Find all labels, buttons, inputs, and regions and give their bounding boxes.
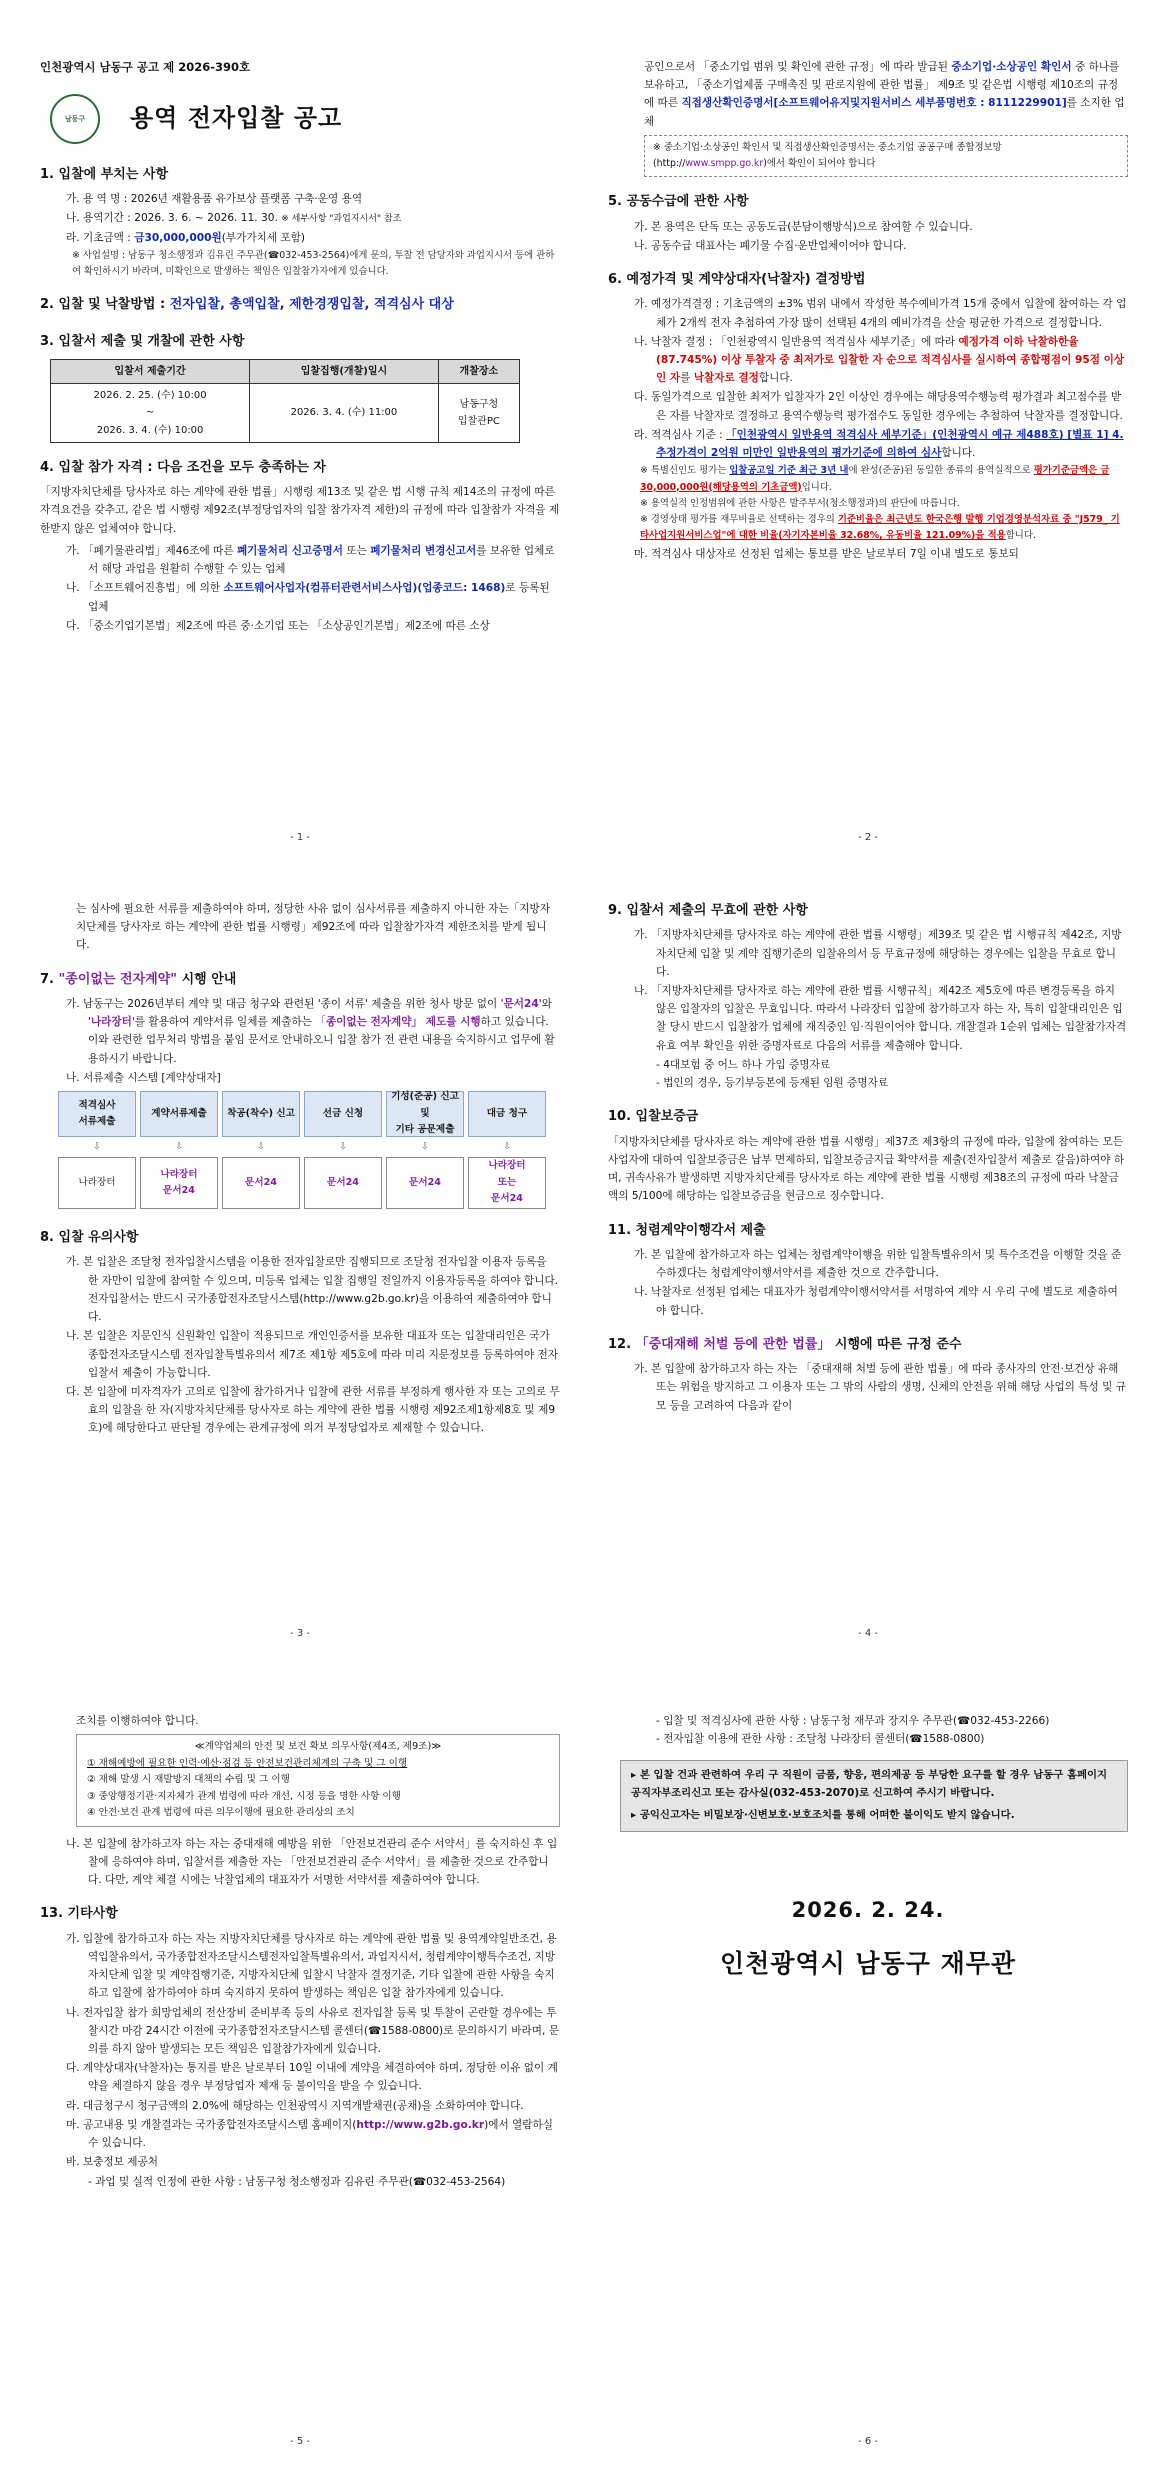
page-1 [40,58,560,636]
page-4 [608,900,1128,1416]
flow-system: 문서24 [304,1157,382,1209]
page-number: - 3 - [290,1628,310,1639]
page-number: - 6 - [858,2436,878,2447]
price-d: 라. 적격심사 기준 : 「인천광역시 일반용역 적격심사 세부기준」(인천광역시 예규 제488호) [별표 1] 4. 추정가격이 2억원 미만인 일반용역의 평가기준에 의하여 심사합니다. [634,428,1124,460]
section-4-title: 4. 입찰 참가 자격 : 다음 조건을 모두 충족하는 자 [40,459,326,475]
note-range: ※ 용역실적 인정범위에 관한 사항은 발주부서(청소행정과)의 판단에 따릅니다. [640,497,960,509]
page-5 [40,1712,560,2191]
econtract-b: 나. 서류제출 시스템 [계약상대자] [66,1071,221,1084]
note-special: ※ 특별신인도 평가는 입찰공고일 기준 최근 3년 내에 완성(준공)된 동일한 종류의 용역실적으로 평가기준금액은 금30,000,000원(해당용역의 기초금액)입니다. [640,465,1110,493]
section-1-body [40,190,560,280]
notice-date: 2026. 2. 24. [791,1898,945,1923]
flow-step-box: 착공(착수) 신고 [222,1091,300,1137]
contact-1: - 과업 및 실적 인정에 관한 사항 : 남동구청 청소행정과 김유린 주무관(☎032-453-2564) [88,2175,506,2188]
section-9-title: 9. 입찰서 제출의 무효에 관한 사항 [608,903,808,918]
down-arrow-icon: ⇩ [502,1141,512,1153]
qualification-c-cont: 공인으로서 「중소기업 범위 및 확인에 관한 규정」에 따라 발급된 중소기업·소상공인 확인서 중 하나를 보유하고, 「중소기업제품 구매촉진 및 판로지원에 관한 법률」 제9조 및 같은법 시행령 제10조의 규정에 따른 직접생산확인증명서[소프트웨어유지및지원서비스 세부품명번호 : 8111229901]를 소지한 업체 [644,61,1125,128]
safety-a: 가. 본 입찰에 참가하고자 하는 자는 「중대재해 처벌 등에 관한 법률」에 따라 종사자의 안전·보건상 유해 또는 위험을 방지하고 그 이용자 또는 그 밖의 사람의 생명, 신체의 안전을 위해 해당 사업의 특성 및 규모 등을 고려하여 다음과 같이 [634,1363,1126,1412]
section-11-title: 11. 청렴계약이행각서 제출 [608,1222,766,1238]
bid-schedule-table [50,359,520,443]
notice-number: 인천광역시 남동구 공고 제 2026-390호 [40,60,251,74]
report-notice-box: ▸ 본 입찰 건과 관련하여 우리 구 직원이 금품, 향응, 편의제공 등 부당한 요구를 할 경우 남동구 홈페이지 공직자부조리신고 또는 감사실(032-453-2070)로 신고하여 주시기 바랍니다. ▸ 공익신고자는 비밀보장·신변보호·보호조치를 통해 어떠한 불이익도 받지 않습니다. [620,1760,1128,1832]
table-header: 입찰집행(개찰)일시 [250,360,439,384]
flow-system: 나라장터 또는 문서24 [468,1157,546,1209]
section-7-title: 7. "종이없는 전자계약" 시행 안내 [40,971,237,987]
qualification-b: 나. 「소프트웨어진흥법」에 의한 소프트웨어사업자(컴퓨터관련서비스사업)(업종코드: 1468)로 등록된 업체 [66,582,550,613]
section-13-title: 13. 기타사항 [40,1906,118,1922]
qualification-a: 가. 「폐기물관리법」제46조에 따른 폐기물처리 신고증명서 또는 폐기물처리 변경신고서를 보유한 업체로서 해당 과업을 원활히 수행할 수 있는 업체 [66,544,555,576]
section-8-title: 8. 입찰 유의사항 [40,1230,139,1246]
section-2-title: 2. 입찰 및 낙찰방법 : 전자입찰, 총액입찰, 제한경쟁입찰, 적격심사 대상 [40,297,454,313]
issuing-authority: 인천광역시 남동구 재무관 [719,1949,1017,1979]
qualification-c: 다. 「중소기업기본법」제2조에 따른 중·소기업 또는 「소상공인기본법」제2조에 따른 소상 [66,619,490,632]
page-6 [608,1712,1128,1985]
table-cell: 남동구청 입찰관PC [438,384,519,443]
down-arrow-icon: ⇩ [92,1141,102,1153]
flow-step-box: 계약서류제출 [140,1091,218,1137]
rules-title: ≪계약업체의 안전 및 보건 확보 의무사항(제4조, 제9조)≫ [194,1741,442,1753]
base-amount: 라. 기초금액 : 금30,000,000원(부가가치세 포함) [66,231,305,244]
safety-b: 나. 본 입찰에 참가하고자 하는 자는 중대재해 예방을 위한 「안전보건관리 준수 서약서」를 숙지하신 후 입찰에 응하여야 하며, 입찰서를 제출한 자는 「안전보건관리 준수 서약서」를 제출한 것으로 간주합니다. 다만, 계약 체결 시에는 낙찰업체의 대표자가 서명한 서약서를 제출하여야 합니다. [66,1837,558,1887]
flow-step [58,1091,136,1209]
misc-d: 라. 대금청구시 청구금액의 2.0%에 해당하는 인천광역시 지역개발채권(공채)을 소화하여야 합니다. [66,2099,524,2112]
flow-step-box: 대금 청구 [468,1091,546,1137]
flow-step [386,1091,464,1209]
flow-step [304,1091,382,1209]
integrity-a: 가. 본 입찰에 참가하고자 하는 업체는 청렴계약이행을 위한 입찰특별유의서 및 특수조건을 이행할 것을 준수하겠다는 청렴계약이행서약서를 제출한 것으로 간주합니다. [634,1248,1122,1280]
section-5-title: 5. 공동수급에 관한 사항 [608,194,749,210]
down-arrow-icon: ⇩ [174,1141,184,1153]
bid-bond-text: 「지방자치단체를 당사자로 하는 계약에 관한 법률 시행령」제37조 제3항의 규정에 따라, 입찰에 참여하는 모든 사업자에 대하여 입찰보증금은 납부 면제하되, 입찰보증금지급 확약서를 제출(전자입찰서 제출로 갈음)하여야 하며, 귀속사유가 발생하면 지방자치단체를 당사자로 하는 계약에 관한 법률 시행령 제38조의 규정에 따라 낙찰금액의 5/100에 해당하는 입찰보증금을 현금으로 징수합니다. [608,1135,1125,1203]
joint-b: 나. 공동수급 대표사는 폐기물 수집·운반업체이어야 합니다. [634,239,907,252]
down-arrow-icon: ⇩ [338,1141,348,1153]
section-6-title: 6. 예정가격 및 계약상대자(낙찰자) 결정방법 [608,272,866,288]
misc-c: 다. 계약상대자(낙찰자)는 통지를 받은 날로부터 10일 이내에 계약을 체결하여야 하며, 정당한 이유 없이 계약을 체결하지 않을 경우 부정당업자 제재 등 불이익을 받을 수 있습니다. [66,2062,558,2093]
table-header: 개찰장소 [438,360,519,384]
price-c: 다. 동일가격으로 입찰한 최저가 입찰자가 2인 이상인 경우에는 해당용역수행능력 평가결과 최고점수를 받은 자를 낙찰자로 결정하고 용역수행능력 평가점수도 동일한 경우에는 추첨하여 낙찰자를 결정합니다. [634,391,1123,422]
section-4-intro: 「지방자치단체를 당사자로 하는 계약에 관한 법률」시행령 제13조 및 같은 법 시행 규칙 제14조의 규정에 따른 자격요건을 갖추고, 같은 법 시행령 제92조(부정당업자의 입찰 참가자격 제한)의 규정에 따라 입찰참가 자격을 제한받지 않은 업체여야 합니다. [40,486,560,535]
flow-system: 나라장터 [58,1157,136,1209]
g2b-link[interactable]: http://www.g2b.go.kr [356,2118,485,2131]
flow-system: 문서24 [222,1157,300,1209]
down-arrow-icon: ⇩ [420,1141,430,1153]
service-name: 가. 용 역 명 : 2026년 재활용품 유가보상 플랫폼 구축·운영 용역 [66,193,363,206]
table-cell: 2026. 2. 25. (수) 10:00 ~ 2026. 3. 4. (수) 10:00 [51,384,250,443]
flow-step [468,1091,546,1209]
document-submission-flow [58,1091,560,1209]
flow-step-box: 기성(준공) 신고 및 기타 공문제출 [386,1091,464,1137]
caution-a: 가. 본 입찰은 조달청 전자입찰시스템을 이용한 전자입찰로만 집행되므로 조달청 전자입찰 이용자 등록을 한 자만이 입찰에 참여할 수 있으며, 미등록 업체는 입찰 집행일 전일까지 이용자등록을 하여야 합니다. 전자입찰서는 반드시 국가종합전자조달시스템(http://www.g2b.go.kr)을 이용하여 제출하여야 합니다. [66,1256,559,1324]
safety-cont: 조치를 이행하여야 합니다. [76,1715,199,1727]
caution-c: 다. 본 입찰에 미자격자가 고의로 입찰에 참가하거나 입찰에 관한 서류를 부정하게 행사한 자 또는 고의로 무효의 입찰을 한 자(지방자치단체를 당사자로 하는 계약에 관한 법률 시행령 제92조제1항제8호 및 제9호)에 해당한다고 판단될 경우에는 관계규정에 의거 부정당업자로 제재할 수 있습니다. [66,1386,560,1435]
invalid-b: 나. 「지방자치단체를 당사자로 하는 계약에 관한 법률 시행규칙」제42조 제5호에 따른 변경등록을 하지 않은 입찰자의 입찰은 무효입니다. 따라서 나라장터 입찰에 참가하고자 하는 자, 특히 입찰대리인은 입찰 당시 반드시 입찰참가 업체에 재직중인 임·직원이어야 합니다. 개찰결과 1순위 업체는 입찰참가자격 유효 여부 확인을 위한 증명자료로 다음의 서류를 제출해야 합니다. [634,985,1127,1052]
invalid-b1: - 4대보험 중 어느 하나 가입 증명자료 [656,1058,831,1071]
note-ratio: ※ 경영상태 평가를 재무비율로 선택하는 경우의 기준비율은 최근년도 한국은행 발행 기업경영분석자료 중 "J579_ 기타사업지원서비스업"에 대한 비율(자기자본비율 32.68%, 유동비율 121.09%)을 적용합니다. [640,513,1120,542]
page-number: - 2 - [858,832,878,843]
table-cell: 2026. 3. 4. (수) 11:00 [250,384,439,443]
down-arrow-icon: ⇩ [256,1141,266,1153]
integrity-b: 나. 낙찰자로 선정된 업체는 대표자가 청렴계약이행서약서를 서명하여 계약 시 우리 구에 별도로 제출하여야 합니다. [634,1286,1118,1317]
page-number: - 4 - [858,1628,878,1639]
price-e: 마. 적격심사 대상자로 선정된 업체는 통보를 받은 날로부터 7일 이내 별도로 통보되 [634,548,1019,561]
caution-b: 나. 본 입찰은 지문인식 신원확인 입찰이 적용되므로 개인인증서를 보유한 대표자 또는 입찰대리인은 국가종합전자조달시스템 전자입찰특별유의서 제7조 제1항 제5호에 따라 미리 지문정보를 등록하여야 전자입찰서 제출이 가능합니다. [66,1330,559,1379]
invalid-b2: - 법인의 경우, 등기부등본에 등재된 임원 증명자료 [656,1077,889,1090]
smpp-link[interactable]: www.smpp.go.kr [685,158,764,170]
page-number: - 1 - [290,832,310,843]
smpp-note-box: ※ 중소기업·소상공인 확인서 및 직접생산확인증명서는 중소기업 공공구매 종합정보망 (http://www.smpp.go.kr)에서 확인이 되어야 합니다 [644,135,1128,177]
safety-rule: ③ 중앙행정기관·지자체가 관계 법령에 따라 개선, 시정 등을 명한 사항 이행 [87,1790,401,1802]
safety-rule: ④ 안전·보건 관계 법령에 따른 의무이행에 필요한 관리상의 조치 [87,1807,355,1819]
screening-cont: 는 심사에 필요한 서류를 제출하여야 하며, 정당한 사유 없이 심사서류를 제출하지 아니한 자는「지방자치단체를 당사자로 하는 계약에 관한 법률 시행령」제92조에 따라 입찰참가자격 제한조치를 받게 됩니다. [76,903,550,952]
page-title: 용역 전자입찰 공고 [130,104,343,133]
section-12-title: 12. 「중대재해 처벌 등에 관한 법률」 시행에 따른 규정 준수 [608,1336,962,1352]
flow-step [140,1091,218,1209]
page-3 [40,900,560,1439]
misc-a: 가. 입찰에 참가하고자 하는 자는 지방자치단체를 당사자로 하는 계약에 관한 법률 및 용역계약일반조건, 용역입찰유의서, 국가종합전자조달시스템전자입찰특별유의서, 과업지시서, 청렴계약이행특수조건, 지방자치단체 입찰 및 계약집행기준, 지방자치단체 입찰시 낙찰자 결정기준, 기타 입찰에 관한 사항을 숙지하고 입찰에 참가하여야 하며 숙지하지 못하여 발생하는 책임은 입찰 참가자에게 있습니다. [66,1932,557,2000]
flow-system: 나라장터 문서24 [140,1157,218,1209]
safety-rule: ① 재해예방에 필요한 인력·예산·점검 등 안전보건관리체계의 구축 및 그 이행 [87,1757,408,1769]
price-a: 가. 예정가격결정 : 기초금액의 ±3% 범위 내에서 작성한 복수예비가격 15개 중에서 입찰에 참여하는 각 업체가 2개씩 전자 추첨하여 가장 많이 선택된 4개의 예비가격을 산술 평균한 가격으로 결정합니다. [634,298,1127,329]
page-number: - 5 - [290,2436,310,2447]
namdong-logo-icon: 남동구 [50,94,100,144]
contact-3: - 전자입찰 이용에 관한 사항 : 조달청 나라장터 콜센터(☎1588-0800) [656,1733,985,1746]
misc-b: 나. 전자입찰 참가 희망업체의 전산장비 준비부족 등의 사유로 전자입찰 등록 및 투찰이 곤란할 경우에는 투찰시간 마감 24시간 이전에 국가종합전자조달시스템 콜센터(☎1588-0800)로 문의하시기 바라며, 문의를 하지 않아 발생되는 모든 책임은 입찰참가자에게 있습니다. [66,2006,559,2056]
service-period: 나. 용역기간 : 2026. 3. 6. ~ 2026. 11. 30. ※ 세부사항 "과업지시서" 참조 [66,212,402,225]
section-1-title: 1. 입찰에 부치는 사항 [40,166,169,182]
flow-step-box: 선금 신청 [304,1091,382,1137]
safety-rule: ② 재해 발생 시 재발방지 대책의 수립 및 그 이행 [87,1774,290,1786]
invalid-a: 가. 「지방자치단체를 당사자로 하는 계약에 관한 법률 시행령」제39조 및 같은 법 시행규칙 제42조, 지방자치단체 입찰 및 계약 집행기준의 입찰유의서 등 무효규정에 해당하는 경우에는 입찰을 무효로 합니다. [634,929,1122,978]
briefing-note: ※ 사업설명 : 남동구 청소행정과 김유린 주무관(☎032-453-2564)에게 문의, 투찰 전 담당자와 과업지시서 등에 관하여 확인하시기 바라며, 미확인으로 발생하는 책임은 입찰참가자에게 있습니다. [72,250,555,278]
flow-system: 문서24 [386,1157,464,1209]
safety-obligations-box [76,1734,560,1827]
joint-a: 가. 본 용역은 단독 또는 공동도급(분담이행방식)으로 참여할 수 있습니다. [634,220,973,233]
page-2 [608,58,1128,564]
title-row [50,94,560,144]
table-header: 입찰서 제출기간 [51,360,250,384]
flow-step-box: 적격심사 서류제출 [58,1091,136,1137]
misc-e: 마. 공고내용 및 개찰결과는 국가종합전자조달시스템 홈페이지(http://www.g2b.go.kr)에서 열람하실 수 있습니다. [66,2118,553,2150]
price-b: 나. 낙찰자 결정 : 「인천광역시 일반용역 적격심사 세부기준」에 따라 예정가격 이하 낙찰하한율(87.745%) 이상 투찰자 중 최저가로 입찰한 자 순으로 적격심사를 실시하여 종합평점이 95점 이상인 자를 낙찰자로 결정합니다. [634,335,1125,385]
flow-step [222,1091,300,1209]
misc-f: 바. 보충정보 제공처 [66,2156,158,2169]
section-10-title: 10. 입찰보증금 [608,1109,699,1125]
econtract-a: 가. 남동구는 2026년부터 계약 및 대금 청구와 관련된 '종이 서류' 제출을 위한 청사 방문 없이 '문서24'와 '나라장터'를 활용하여 계약서류 일체를 제출하는 「종이없는 전자계약」 제도를 시행하고 있습니다. 이와 관련한 업무처리 방법을 붙임 문서로 안내하오니 입찰 참가 전 관련 내용을 숙지하시고 업무에 활용하시기 바랍니다. [66,998,555,1065]
section-4-body [40,542,560,635]
contact-2: - 입찰 및 적격심사에 관한 사항 : 남동구청 재무과 장지우 주무관(☎032-453-2266) [656,1715,1050,1727]
section-3-title: 3. 입찰서 제출 및 개찰에 관한 사항 [40,333,245,349]
